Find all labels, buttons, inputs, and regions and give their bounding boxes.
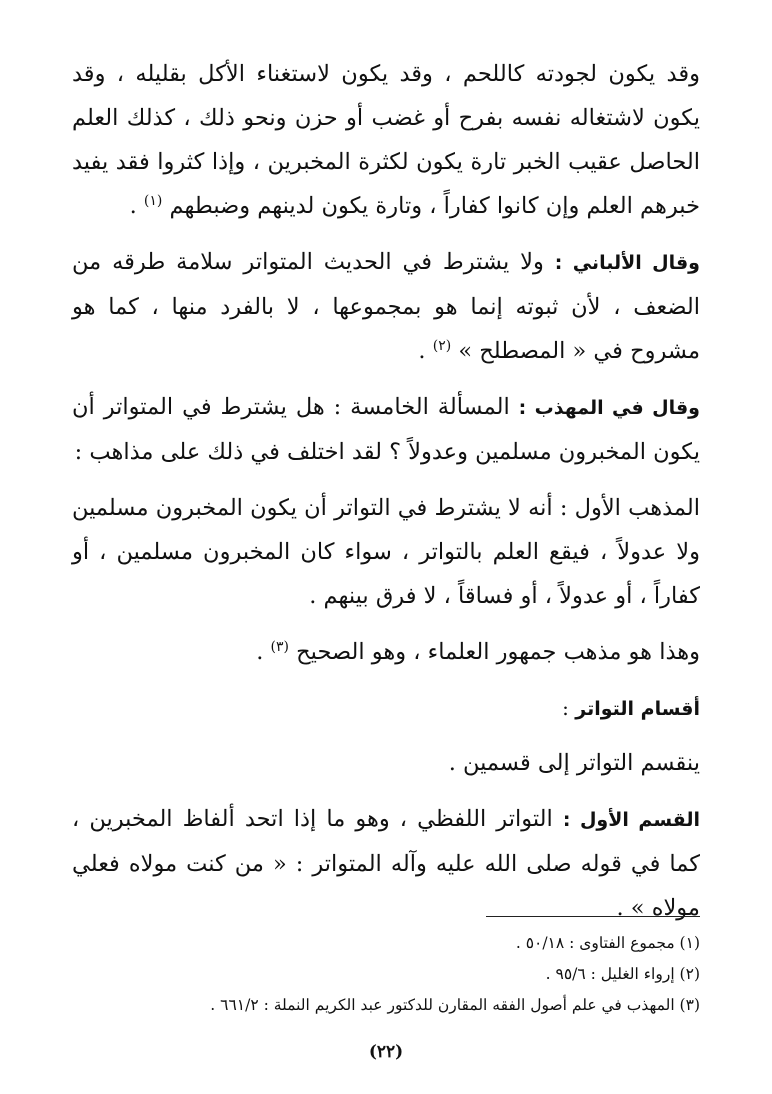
paragraph-6-text: ينقسم التواتر إلى قسمين . — [448, 750, 700, 776]
paragraph-1 — [72, 52, 700, 228]
paragraph-1-text: وقد يكون لجودته كاللحم ، وقد يكون لاستغناء الأكل بقليله ، وقد يكون لاشتغاله نفسه بفرح أو غضب أو حزن ونحو ذلك ، كذلك العلم الحاصل عقيب الخبر تارة يكون لكثرة المخبرين ، وإذا كثروا فقد يفيد خبرهم العلم وإن كانوا كفاراً ، وتارة يكون لدينهم وضبطهم — [72, 61, 700, 219]
paragraph-3 — [72, 385, 700, 474]
paragraph-5-end: . — [256, 639, 271, 665]
footnote-ref-3: (٣) — [270, 639, 289, 655]
section-heading-text: أقسام التواتر — [575, 698, 700, 720]
paragraph-2-text: ولا يشترط في الحديث المتواتر سلامة طرقه من الضعف ، لأن ثبوته إنما هو بمجموعها ، لا بالفرد منها ، كما هو مشروح في « المصطلح » — [72, 249, 700, 364]
footnote-2: (٢) إرواء الغليل : ٩٥/٦ . — [545, 965, 700, 983]
paragraph-2 — [72, 240, 700, 373]
paragraph-4-text: المذهب الأول : أنه لا يشترط في التواتر أن يكون المخبرون مسلمين ولا عدولاً ، فيقع العلم بالتواتر ، سواء كان المخبرون مسلمين ، أو كفاراً ، أو عدولاً ، أو فساقاً ، لا فرق بينهم . — [72, 495, 700, 609]
footnote-1: (١) مجموع الفتاوى : ٥٠/١٨ . — [515, 934, 700, 952]
page-body — [72, 52, 700, 942]
paragraph-7-lead: القسم الأول : — [562, 809, 700, 831]
paragraph-3-text: المسألة الخامسة : هل يشترط في المتواتر أن يكون المخبرون مسلمين وعدولاً ؟ لقد اختلف في ذلك على مذاهب : — [72, 394, 700, 465]
paragraph-7 — [72, 797, 700, 930]
paragraph-7-text: التواتر اللفظي ، وهو ما إذا اتحد ألفاظ المخبرين ، كما في قوله صلى الله عليه وآله المتواتر : « من كنت مولاه فعلي مولاه » . — [72, 806, 700, 921]
footnote-ref-2: (٢) — [432, 338, 452, 354]
section-heading-colon: : — [562, 696, 576, 720]
footnote-ref-1: (١) — [143, 193, 163, 209]
paragraph-6 — [72, 741, 700, 785]
section-heading — [72, 686, 700, 731]
footnote-divider — [486, 916, 700, 917]
paragraph-2-end: . — [418, 338, 433, 364]
paragraph-3-lead: وقال في المهذب : — [518, 397, 700, 419]
footnotes — [72, 928, 700, 1021]
paragraph-1-end: . — [129, 193, 144, 219]
paragraph-5 — [72, 630, 700, 674]
paragraph-5-text: وهذا هو مذهب جمهور العلماء ، وهو الصحيح — [296, 639, 700, 665]
paragraph-2-lead: وقال الألباني : — [554, 252, 700, 274]
paragraph-4 — [72, 486, 700, 618]
page-number: (٢٢) — [368, 1042, 404, 1062]
footnote-3: (٣) المهذب في علم أصول الفقه المقارن للدكتور عبد الكريم النملة : ٦٦١/٢ . — [210, 996, 700, 1014]
